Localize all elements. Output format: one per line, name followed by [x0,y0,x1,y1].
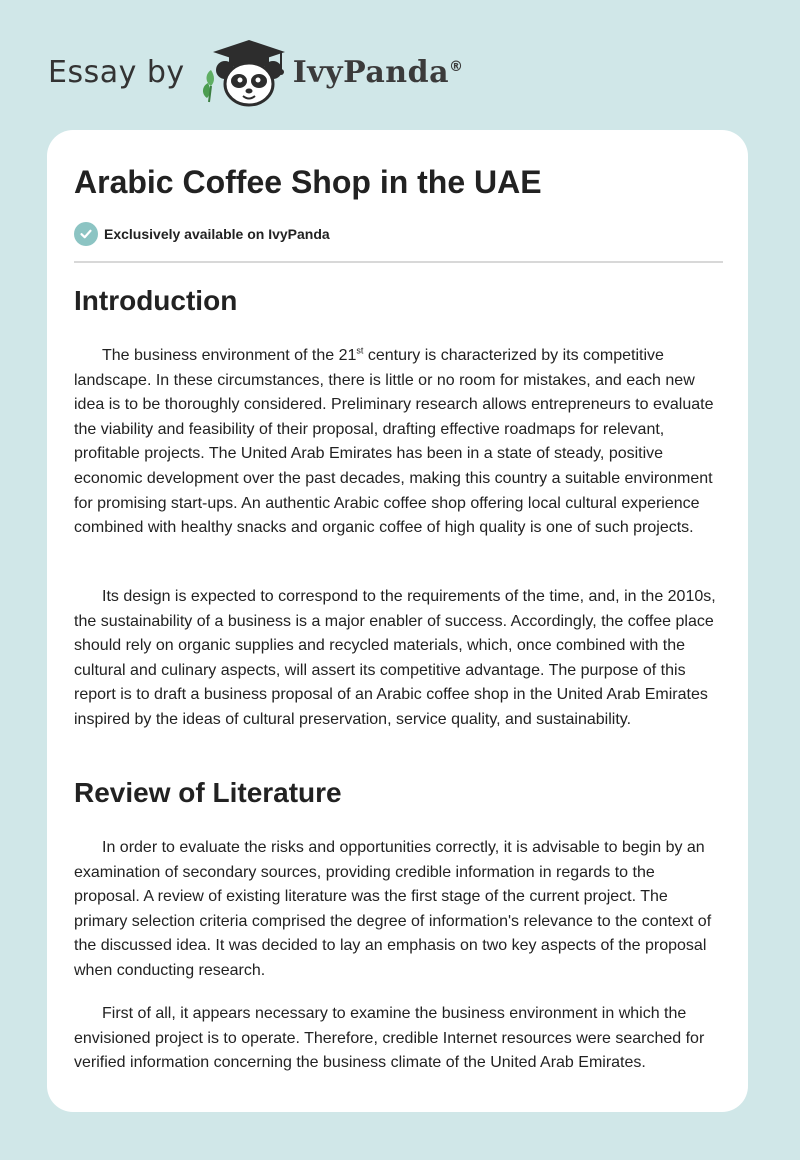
panda-graduation-cap-icon [197,36,289,108]
registered-mark: ® [449,58,464,75]
paragraph: First of all, it appears necessary to examine the business environment in which the envisioned project is to operate. Therefore, credible Internet resources were searched for verified information concerning the business climate of the United Arab Emirates. [74,1005,705,1072]
site-brand[interactable] [48,36,464,108]
check-circle-icon [74,222,98,246]
badge-text: Exclusively available on IvyPanda [104,226,330,242]
exclusive-badge [74,222,330,246]
essay-card [47,130,748,1112]
paragraph: The business environment of the 21st century is characterized by its competitive landscape. In these circumstances, there is little or no room for mistakes, and each new idea is to be thoroughly considered. Preliminary research allows entrepreneurs to evaluate the viability and feasibility of their proposal, drafting effective roadmaps for relevant, profitable projects. The United Arab Emirates has been in a state of steady, positive economic development over the past decades, making this country a suitable environment for promising start-ups. An authentic Arabic coffee shop offering local cultural experience combined with healthy snacks and organic coffee of high quality is one of such projects. [74,345,714,537]
section-heading-review-of-literature: Review of Literature [74,777,342,808]
paragraph: In order to evaluate the risks and opportunities correctly, it is advisable to begin by an examination of secondary sources, providing credible information in regards to the proposal. A review of existing literature was the first stage of the current project. The primary selection criteria comprised the degree of information's relevance to the context of the discussed idea. It was decided to lay an emphasis on two key aspects of the proposal when conducting research. [74,839,712,979]
brand-prefix: Essay by [48,54,185,90]
brand-name: IvyPanda® [292,54,464,90]
paragraph: Its design is expected to correspond to the requirements of the time, and, in the 2010s, the sustainability of a business is a major enabler of success. Accordingly, the coffee place should rely on organic supplies and recycled materials, which, once combined with the cultural and culinary aspects, will assert its competitive advantage. The purpose of this report is to draft a business proposal of an Arabic coffee shop in the United Arab Emirates inspired by the ideas of cultural preservation, service quality, and sustainability. [74,588,716,728]
title-divider [74,261,723,263]
essay-title: Arabic Coffee Shop in the UAE [74,164,542,200]
section-heading-introduction: Introduction [74,285,238,316]
